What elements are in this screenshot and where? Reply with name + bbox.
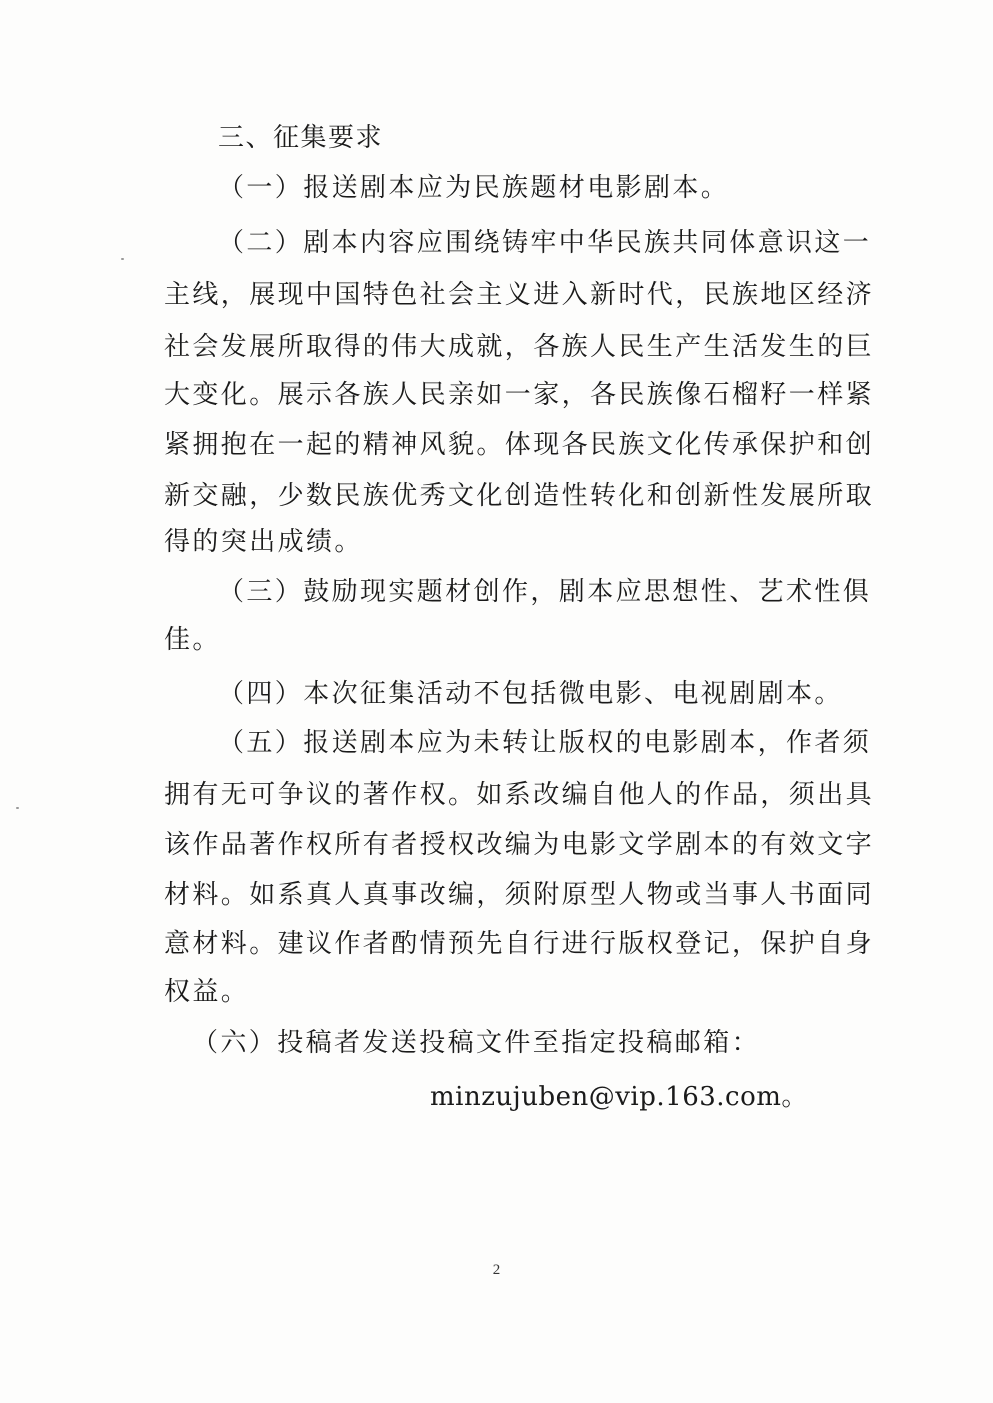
- item-2-line-4: 大变化。展示各族人民亲如一家，各民族像石榴籽一样紧: [164, 380, 875, 410]
- scan-speck: [16, 807, 19, 809]
- item-3-line-1: （三）鼓励现实题材创作，剧本应思想性、艺术性俱: [218, 577, 872, 607]
- item-5-line-3: 该作品著作权所有者授权改编为电影文学剧本的有效文字: [164, 830, 875, 860]
- item-5-line-1: （五）报送剧本应为未转让版权的电影剧本，作者须: [218, 728, 872, 758]
- item-2-line-5: 紧拥抱在一起的精神风貌。体现各民族文化传承保护和创: [164, 430, 875, 460]
- item-4-line-1: （四）本次征集活动不包括微电影、电视剧剧本。: [218, 679, 843, 709]
- item-6-line-1: （六）投稿者发送投稿文件至指定投稿邮箱：: [192, 1028, 761, 1058]
- item-2-line-1: （二）剧本内容应围绕铸牢中华民族共同体意识这一: [218, 228, 872, 258]
- scan-speck: [121, 258, 124, 260]
- item-5-line-5: 意材料。建议作者酌情预先自行进行版权登记，保护自身: [164, 929, 875, 959]
- item-2-line-2: 主线，展现中国特色社会主义进入新时代，民族地区经济: [164, 280, 875, 310]
- item-2-line-6: 新交融，少数民族优秀文化创造性转化和创新性发展所取: [164, 481, 875, 511]
- item-2-line-7: 得的突出成绩。: [164, 527, 363, 557]
- section-heading: 三、征集要求: [218, 123, 384, 153]
- item-1-line-1: （一）报送剧本应为民族题材电影剧本。: [218, 173, 730, 203]
- submission-email: minzujuben@vip.163.com。: [430, 1082, 808, 1112]
- item-5-line-4: 材料。如系真人真事改编，须附原型人物或当事人书面同: [164, 880, 875, 910]
- item-5-line-6: 权益。: [164, 977, 250, 1007]
- item-2-line-3: 社会发展所取得的伟大成就，各族人民生产生活发生的巨: [164, 332, 875, 362]
- item-5-line-2: 拥有无可争议的著作权。如系改编自他人的作品，须出具: [164, 780, 875, 810]
- page-number: 2: [492, 1262, 501, 1278]
- item-3-line-2: 佳。: [164, 625, 221, 655]
